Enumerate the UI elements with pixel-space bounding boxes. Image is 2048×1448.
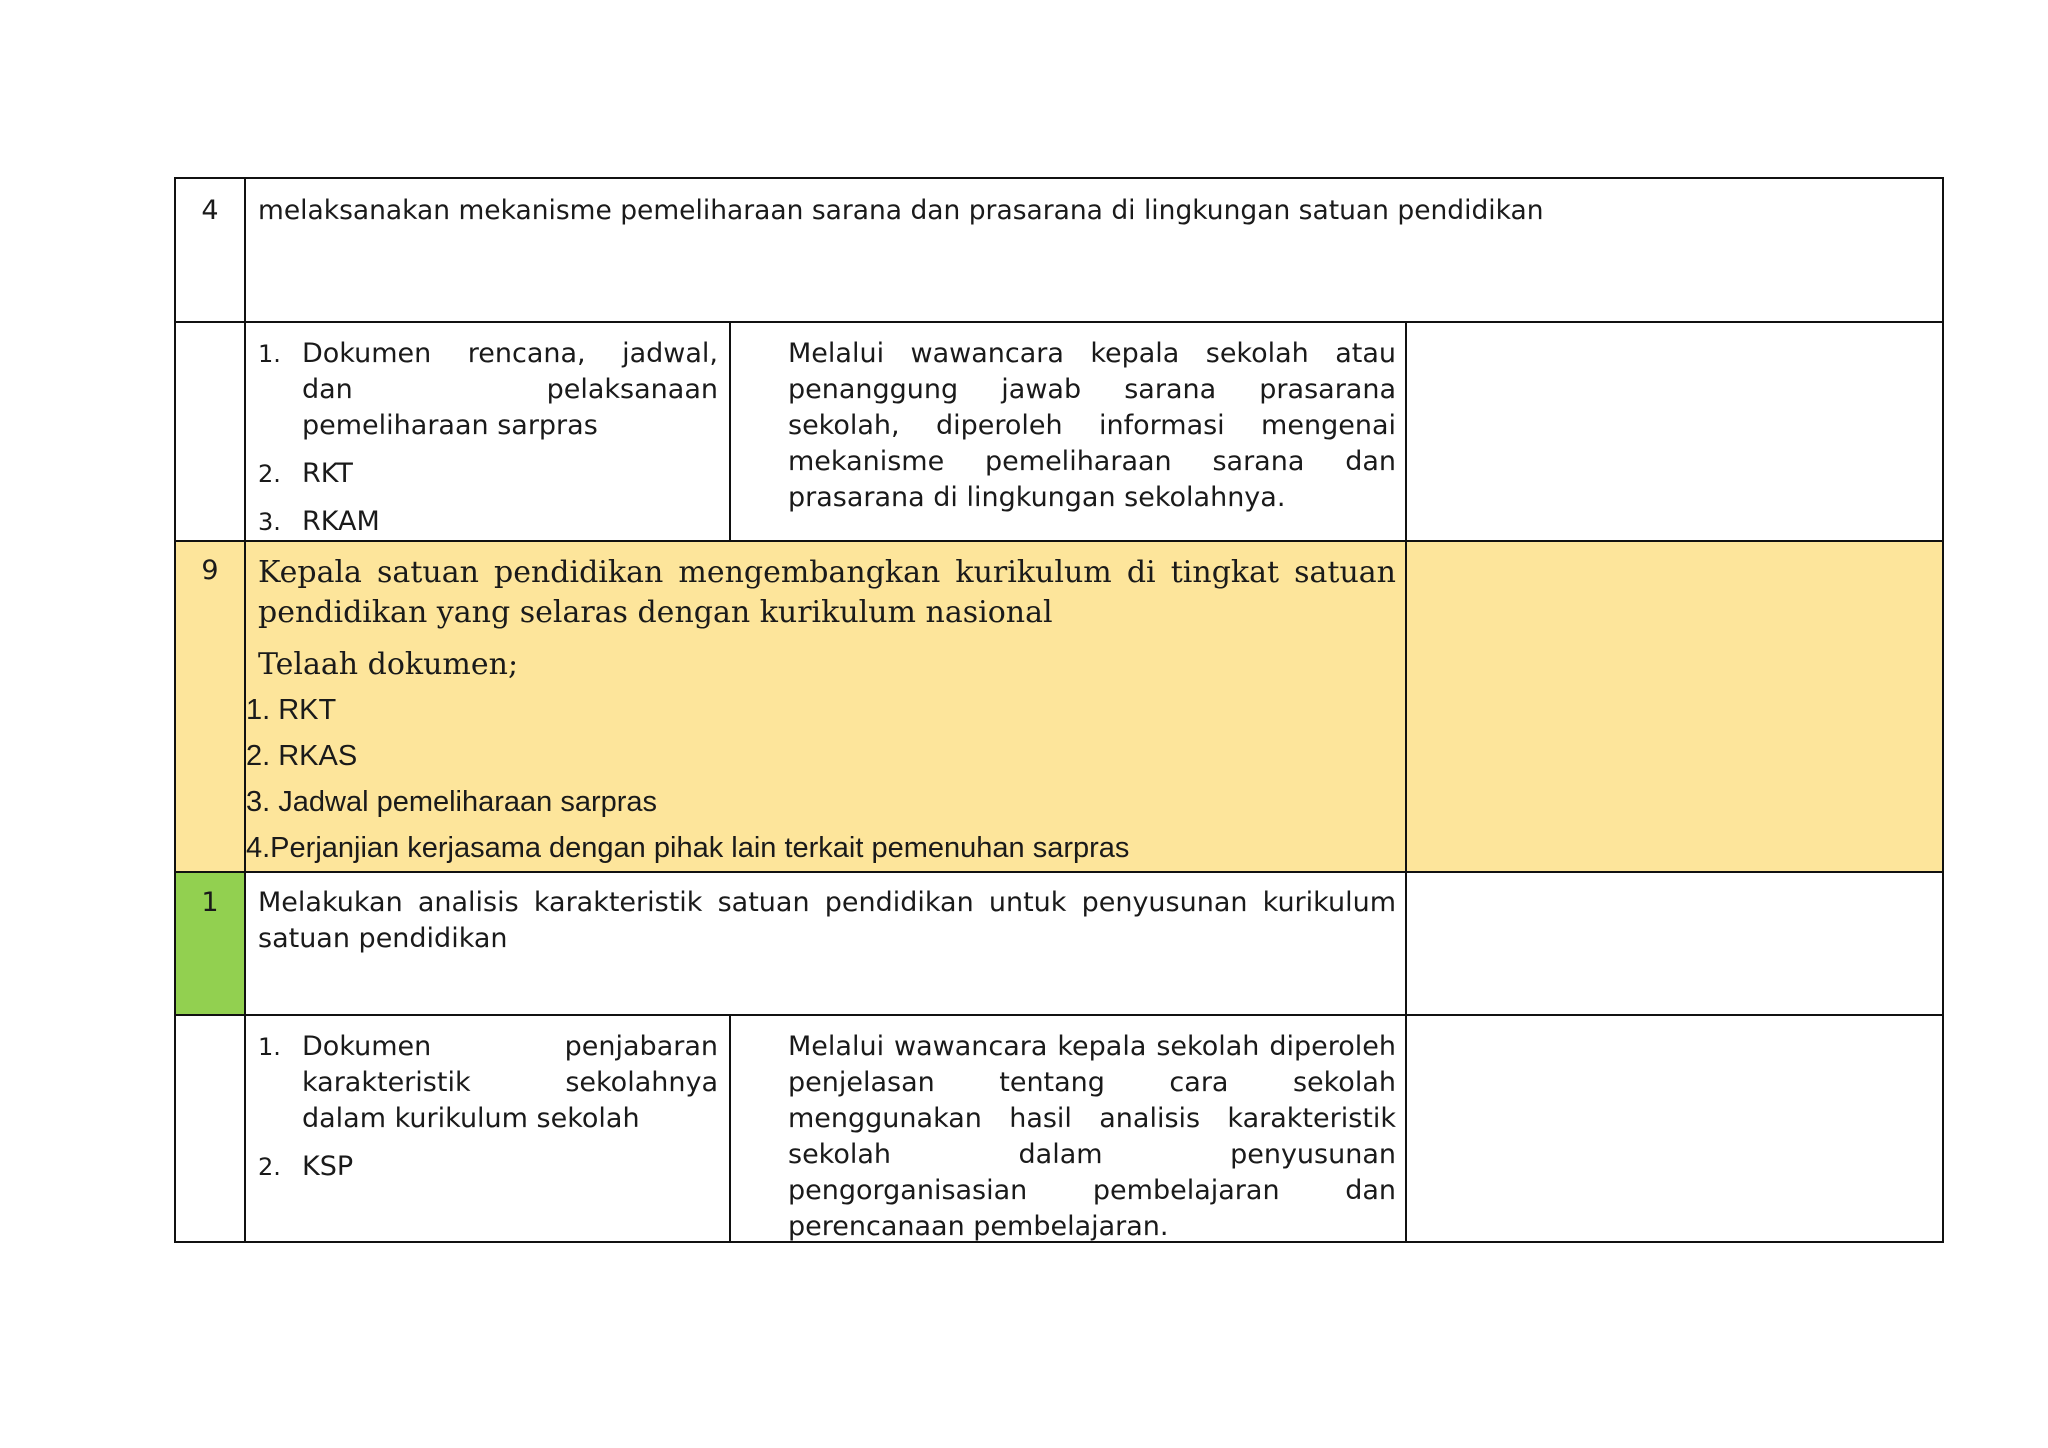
list-item (258, 1029, 718, 1137)
list-marker: 2. (258, 460, 281, 488)
row-number: 4 (201, 195, 219, 226)
row-divider (176, 1014, 1942, 1016)
list-item: 1. RKT (246, 694, 337, 726)
list-marker: 3. (258, 508, 281, 536)
review-document-list (246, 687, 1396, 871)
column-divider (729, 321, 731, 540)
standard-title: Kepala satuan pendidikan mengembangkan kurikulum di tingkat satuan pendidikan yang selaras dengan kurikulum nasional (258, 555, 1396, 630)
review-label: Telaah dokumen; (258, 647, 519, 682)
column-divider (1405, 871, 1407, 1014)
list-item: 3. Jadwal pemeliharaan sarpras (246, 786, 658, 818)
row-number: 1 (201, 887, 219, 918)
column-divider (729, 1014, 731, 1241)
column-divider (1405, 321, 1407, 540)
list-item-text: RKT (302, 458, 353, 489)
column-divider (1405, 1014, 1407, 1241)
method-description: Melalui wawancara kepala sekolah atau penanggung jawab sarana prasarana sekolah, diperoleh informasi mengenai mekanisme pemeliharaan sarana dan prasarana di lingkungan sekolahnya. (788, 338, 1396, 513)
list-item-text: RKAM (302, 506, 380, 537)
list-item: 2. RKAS (246, 740, 358, 772)
list-marker: 2. (258, 1153, 281, 1181)
list-marker: 1. (258, 340, 281, 368)
row-divider (176, 321, 1942, 323)
method-description: Melalui wawancara kepala sekolah diperoleh penjelasan tentang cara sekolah menggunakan hasil analisis karakteristik sekolah dalam penyusunan pengorganisasian pembelajaran dan perencanaan pembelajaran. (788, 1031, 1396, 1242)
indicator-text: melaksanakan mekanisme pemeliharaan sarana dan prasarana di lingkungan satuan pendidikan (258, 195, 1544, 226)
indicator-text: Melakukan analisis karakteristik satuan pendidikan untuk penyusunan kurikulum satuan pendidikan (258, 887, 1396, 954)
list-item (258, 1149, 718, 1185)
column-divider (1405, 540, 1407, 871)
list-item-text: KSP (302, 1151, 354, 1182)
row-divider (176, 871, 1942, 873)
assessment-table (174, 177, 1944, 1243)
list-item-text: Dokumen rencana, jadwal, dan pelaksanaan pemeliharaan sarpras (302, 338, 718, 441)
list-item: 4.Perjanjian kerjasama dengan pihak lain terkait pemenuhan sarpras (246, 832, 1130, 864)
list-marker: 1. (258, 1033, 281, 1061)
document-list (258, 336, 718, 552)
list-item (258, 504, 718, 540)
list-item (258, 456, 718, 492)
document-list (258, 1029, 718, 1197)
row-number: 9 (201, 555, 219, 586)
list-item (258, 336, 718, 444)
list-item-text: Dokumen penjabaran karakteristik sekolahnya dalam kurikulum sekolah (302, 1031, 718, 1134)
